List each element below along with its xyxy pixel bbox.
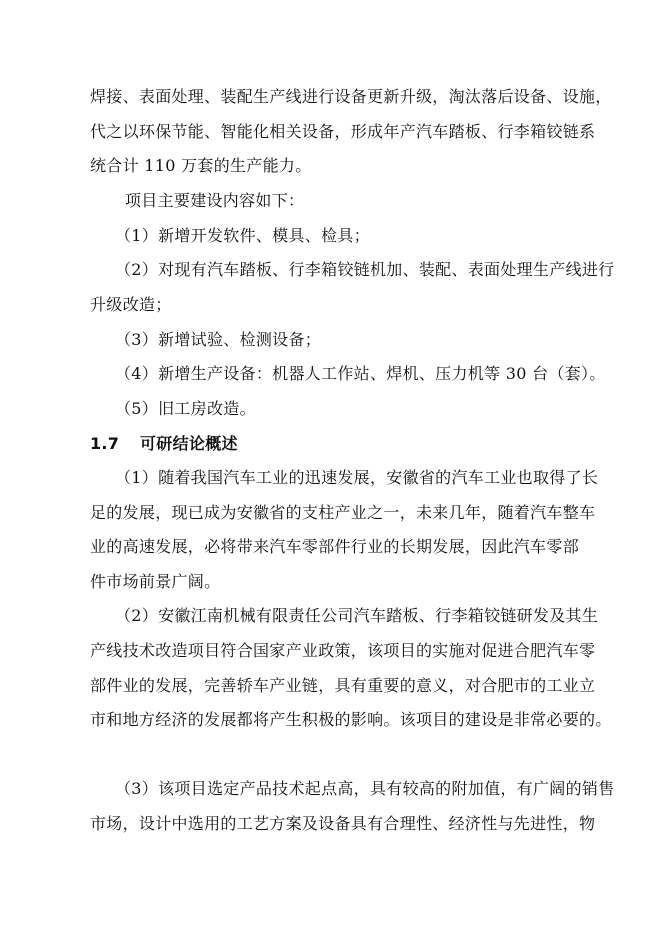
body-line: 焊接、表面处理、装配生产线进行设备更新升级，淘汰落后设备、设施，: [90, 87, 612, 106]
list-item: （4）新增生产设备：机器人工作站、焊机、压力机等 30 台（套）。: [115, 364, 606, 383]
body-line: 项目主要建设内容如下：: [125, 191, 305, 210]
body-line: 升级改造；: [90, 295, 172, 314]
body-line: 足的发展，现已成为安徽省的支柱产业之一，未来几年，随着汽车整车: [90, 503, 596, 522]
list-item: （3）新增试验、检测设备；: [115, 330, 322, 349]
list-item: （5）旧工房改造。: [115, 399, 256, 418]
body-line: 产线技术改造项目符合国家产业政策，该项目的实施对促进合肥汽车零: [90, 641, 596, 660]
body-line: 统合计 110 万套的生产能力。: [90, 156, 312, 175]
list-item: （1）新增开发软件、模具、检具；: [115, 226, 370, 245]
body-line: 代之以环保节能、智能化相关设备，形成年产汽车踏板、行李箱铰链系: [90, 122, 596, 141]
body-line: 件市场前景广阔。: [90, 572, 221, 591]
list-item: （2）对现有汽车踏板、行李箱铰链机加、装配、表面处理生产线进行: [115, 260, 615, 279]
body-line: 市和地方经济的发展都将产生积极的影响。该项目的建设是非常必要的。: [90, 710, 612, 729]
body-line: （3）该项目选定产品技术起点高，具有较高的附加值，有广阔的销售: [115, 779, 615, 798]
body-line: 部件业的发展，完善轿车产业链，具有重要的意义，对合肥市的工业立: [90, 676, 596, 695]
section-number: 1.7: [90, 434, 120, 453]
body-line: （2）安徽江南机械有限责任公司汽车踏板、行李箱铰链研发及其生: [115, 606, 599, 625]
body-line: 业的高速发展，必将带来汽车零部件行业的长期发展，因此汽车零部: [90, 537, 580, 556]
body-line: （1）随着我国汽车工业的迅速发展，安徽省的汽车工业也取得了长: [115, 468, 599, 487]
section-heading: [90, 434, 238, 454]
section-title: 可研结论概述: [140, 434, 238, 453]
body-line: 市场，设计中选用的工艺方案及设备具有合理性、经济性与先进性，物: [90, 814, 596, 833]
